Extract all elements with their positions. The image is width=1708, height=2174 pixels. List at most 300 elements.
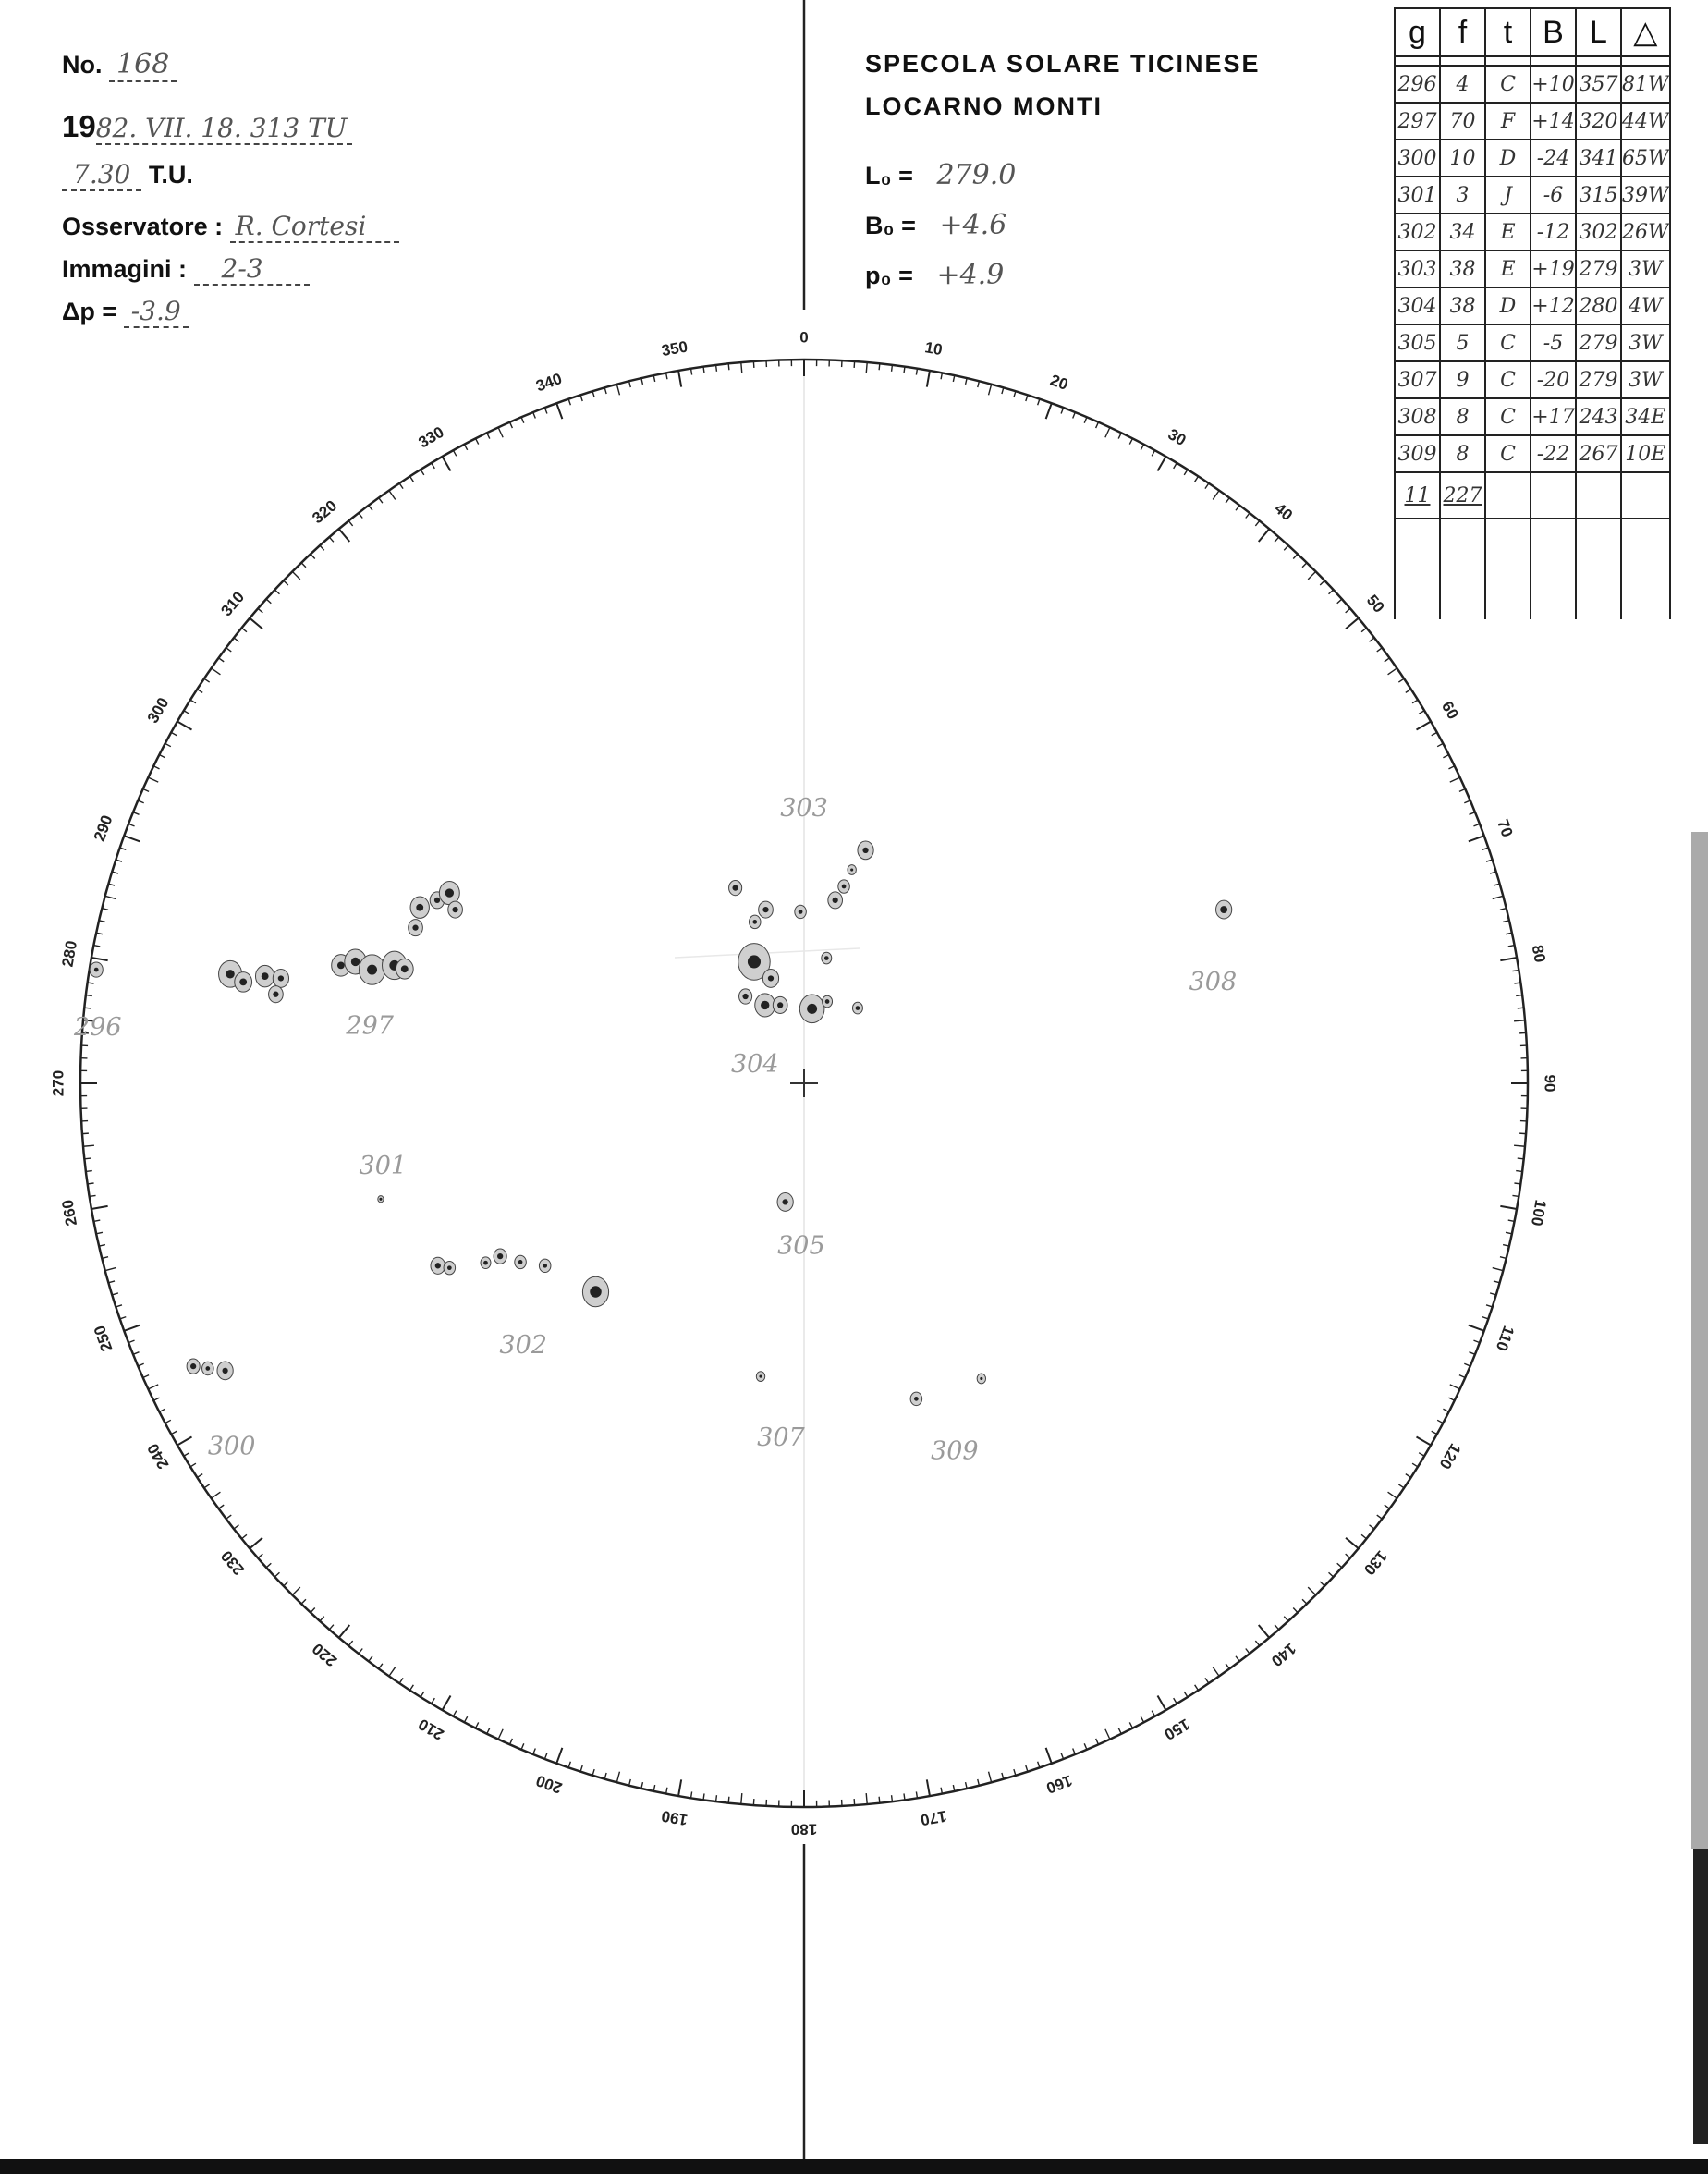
total-cell: 11 <box>1395 472 1440 519</box>
tick-mark <box>105 896 116 898</box>
tick-mark <box>83 1145 94 1146</box>
sunspot-umbra <box>856 1006 860 1010</box>
sunspot-umbra <box>435 1263 441 1268</box>
tick-mark <box>133 1352 139 1355</box>
number-value: 168 <box>109 48 177 82</box>
tick-mark <box>128 824 135 826</box>
tick-label: 270 <box>49 1069 67 1097</box>
tick-mark <box>498 427 503 437</box>
tick-mark <box>1464 1363 1470 1366</box>
tick-mark <box>1385 658 1390 662</box>
tick-mark <box>1084 1743 1087 1749</box>
tick-mark <box>274 1572 279 1577</box>
tick-label: 210 <box>415 1715 447 1744</box>
tick-mark <box>1308 571 1315 579</box>
tick-label: 260 <box>58 1198 81 1227</box>
sunspot-umbra <box>799 910 803 914</box>
tick-label: 310 <box>217 588 249 620</box>
tick-mark <box>1361 628 1366 631</box>
table-cell: 9 <box>1440 361 1485 398</box>
tick-mark <box>1437 743 1443 746</box>
tick-mark <box>153 766 159 769</box>
table-cell: 3W <box>1621 250 1670 287</box>
tick-mark <box>329 1625 334 1630</box>
tick-mark <box>108 1281 115 1283</box>
tick-label: 150 <box>1161 1715 1193 1744</box>
tick-label: 100 <box>1527 1198 1550 1227</box>
tick-label: 0 <box>799 328 809 347</box>
tick-mark <box>616 1772 619 1783</box>
table-cell: 304 <box>1395 287 1440 324</box>
tick-mark <box>1255 520 1259 525</box>
tick-mark <box>1046 1748 1052 1764</box>
tick-mark <box>190 700 196 703</box>
tick-mark <box>1255 1641 1259 1645</box>
sunspot-umbra <box>732 885 738 890</box>
tick-mark <box>544 1753 547 1759</box>
table-cell: 302 <box>1395 214 1440 250</box>
sunspot-umbra <box>190 1363 196 1369</box>
tick-mark <box>177 722 192 730</box>
tick-mark <box>604 1773 606 1779</box>
tick-mark <box>219 658 225 662</box>
table-cell: 8 <box>1440 435 1485 472</box>
tick-mark <box>978 1779 980 1786</box>
table-cell: C <box>1485 324 1531 361</box>
tick-mark <box>153 1398 159 1400</box>
tick-label: 280 <box>58 939 81 969</box>
time-unit: T.U. <box>148 161 193 189</box>
tick-mark <box>165 1420 171 1423</box>
tick-mark <box>892 1795 893 1801</box>
tick-label: 330 <box>415 422 447 452</box>
tick-mark <box>1473 824 1480 826</box>
tick-mark <box>1226 1664 1229 1669</box>
tick-mark <box>284 580 288 585</box>
tick-mark <box>339 1625 350 1638</box>
images-label: Immagini : <box>62 255 188 283</box>
observer <box>62 211 399 243</box>
tick-mark <box>274 590 279 594</box>
sheet-number <box>62 48 177 82</box>
tick-mark <box>99 921 105 922</box>
tick-mark <box>148 777 158 782</box>
tick-mark <box>1412 1463 1418 1467</box>
col-header: g <box>1395 8 1440 56</box>
tick-mark <box>1061 1753 1064 1759</box>
tick-mark <box>389 491 396 500</box>
tick-mark <box>197 690 202 693</box>
tick-mark <box>1129 438 1132 444</box>
tick-label: 130 <box>1360 1546 1391 1579</box>
table-cell: -20 <box>1531 361 1576 398</box>
B0-value: +4.6 <box>939 209 1007 241</box>
tick-mark <box>629 1779 631 1786</box>
tick-mark <box>1412 700 1418 703</box>
tick-mark <box>989 1772 992 1783</box>
tick-mark <box>592 391 594 397</box>
sunspot-umbra <box>367 965 377 975</box>
tick-mark <box>510 422 513 428</box>
tick-mark <box>92 958 108 960</box>
tick-mark <box>521 417 524 422</box>
sunspot-umbra <box>807 1004 817 1014</box>
tick-mark <box>234 638 239 641</box>
tick-label: 50 <box>1362 591 1388 617</box>
tick-mark <box>453 1711 456 1716</box>
sunspot-umbra <box>752 920 757 924</box>
sunspot-umbra <box>497 1253 503 1259</box>
sunspot-umbra <box>412 925 418 931</box>
tick-mark <box>212 1492 221 1498</box>
tick-mark <box>1514 1145 1525 1146</box>
table-cell: 341 <box>1576 140 1621 177</box>
tick-mark <box>116 860 122 861</box>
scan-edge-gray <box>1691 832 1708 1849</box>
tick-mark <box>653 375 654 382</box>
table-spacer <box>1395 56 1670 66</box>
tick-mark <box>320 1617 324 1621</box>
group-label: 296 <box>74 1013 122 1043</box>
group-label: 302 <box>499 1330 547 1360</box>
tick-mark <box>1096 422 1099 428</box>
table-cell: D <box>1485 140 1531 177</box>
tick-mark <box>348 520 352 525</box>
tick-mark <box>927 1779 930 1796</box>
tick-mark <box>1464 800 1470 803</box>
tick-label: 60 <box>1437 698 1462 723</box>
tick-mark <box>204 678 210 682</box>
table-cell: 302 <box>1576 214 1621 250</box>
tick-mark <box>432 463 435 469</box>
tick-label: 190 <box>660 1806 689 1829</box>
tick-mark <box>616 385 619 396</box>
table-cell: 307 <box>1395 361 1440 398</box>
sunspot-umbra <box>850 868 853 871</box>
tick-mark <box>953 375 954 382</box>
sunspot-umbra <box>761 1001 769 1009</box>
tick-mark <box>1417 722 1432 730</box>
tick-mark <box>1105 1729 1110 1740</box>
tick-mark <box>1141 445 1143 450</box>
group-label: 305 <box>777 1231 825 1261</box>
tick-mark <box>311 1608 315 1613</box>
table-cell: F <box>1485 103 1531 140</box>
tick-mark <box>120 1317 127 1319</box>
col-header: t <box>1485 8 1531 56</box>
tick-mark <box>703 367 704 373</box>
B0-label: B₀ = <box>865 212 916 239</box>
tick-mark <box>1437 1420 1443 1423</box>
observation-date <box>62 109 352 145</box>
tick-mark <box>226 1515 232 1519</box>
tick-mark <box>1503 1245 1509 1247</box>
table-cell: 65W <box>1621 140 1670 177</box>
tick-label: 10 <box>923 338 945 360</box>
tick-mark <box>1493 896 1504 898</box>
observer-value: R. Cortesi <box>230 211 400 243</box>
sunspot-umbra <box>914 1397 919 1401</box>
tick-mark <box>148 1385 158 1389</box>
tick-mark <box>1469 812 1474 815</box>
table-cell: C <box>1485 398 1531 435</box>
tick-mark <box>258 608 262 613</box>
tick-mark <box>266 599 271 604</box>
sunspot-group-table <box>1394 7 1671 619</box>
tick-mark <box>1320 580 1324 585</box>
tick-mark <box>1432 732 1437 735</box>
table-cell: 4 <box>1440 66 1485 103</box>
tick-mark <box>1184 1692 1188 1697</box>
table-cell: -22 <box>1531 435 1576 472</box>
tick-mark <box>88 1183 94 1184</box>
tick-label: 70 <box>1494 816 1517 840</box>
tick-label: 340 <box>533 369 565 396</box>
tick-mark <box>1002 387 1004 394</box>
table-cell: D <box>1485 287 1531 324</box>
tick-mark <box>556 1748 562 1764</box>
tick-mark <box>410 1685 414 1691</box>
institution-line1: SPECOLA SOLARE TICINESE <box>865 50 1261 78</box>
sunspot-umbra <box>590 1286 602 1298</box>
tick-mark <box>904 367 905 373</box>
table-cell: +10 <box>1531 66 1576 103</box>
tick-label: 230 <box>217 1546 249 1579</box>
tick-mark <box>1406 1474 1411 1478</box>
sunspot-umbra <box>379 1198 382 1201</box>
tick-mark <box>1443 755 1448 758</box>
table-row <box>1395 140 1670 177</box>
tick-mark <box>171 732 177 735</box>
table-cell-empty <box>1531 472 1576 519</box>
tick-mark <box>678 371 681 387</box>
sunspot-umbra <box>222 1368 227 1374</box>
tick-mark <box>510 1739 513 1744</box>
tick-mark <box>1417 1437 1432 1446</box>
tick-mark <box>1158 457 1166 471</box>
tick-mark <box>1473 1340 1480 1343</box>
delta-p <box>62 296 189 328</box>
table-cell: 4W <box>1621 287 1670 324</box>
sunspot-umbra <box>980 1377 982 1380</box>
table-cell: 297 <box>1395 103 1440 140</box>
table-cell: 308 <box>1395 398 1440 435</box>
tick-mark <box>521 1743 524 1749</box>
tick-mark <box>241 1534 246 1538</box>
sunspot-drawings <box>90 841 1232 1406</box>
observer-label: Osservatore : <box>62 213 224 240</box>
tick-mark <box>1236 1656 1239 1662</box>
tick-mark <box>741 1793 742 1804</box>
tick-mark <box>1213 1667 1219 1677</box>
disk-center-cross <box>790 1069 818 1097</box>
tick-mark <box>1337 599 1342 604</box>
tick-mark <box>421 1692 424 1697</box>
table-cell: 38 <box>1440 250 1485 287</box>
tick-label: 220 <box>309 1639 341 1670</box>
tick-mark <box>124 1325 140 1331</box>
tick-mark <box>379 498 383 504</box>
table-row <box>1395 287 1670 324</box>
sunspot-umbra <box>825 999 830 1004</box>
tick-mark <box>1398 1484 1404 1488</box>
sunspot-umbra <box>742 994 748 999</box>
tick-mark <box>1450 1385 1460 1389</box>
tick-mark <box>96 933 103 934</box>
tick-label: 240 <box>143 1440 173 1472</box>
sunspot-umbra <box>447 1265 452 1270</box>
tick-mark <box>1026 1765 1028 1772</box>
tick-mark <box>678 1779 681 1796</box>
table-cell: -6 <box>1531 177 1576 214</box>
tick-mark <box>1450 777 1460 782</box>
table-cell: 301 <box>1395 177 1440 214</box>
tick-mark <box>1284 1617 1288 1621</box>
table-cell: 243 <box>1576 398 1621 435</box>
table-cell: 305 <box>1395 324 1440 361</box>
tick-mark <box>556 403 562 419</box>
tick-mark <box>728 1797 729 1803</box>
tick-mark <box>1448 766 1454 769</box>
tick-mark <box>159 1409 165 1411</box>
tick-mark <box>1369 1525 1374 1529</box>
tick-mark <box>1014 391 1016 397</box>
tick-mark <box>1275 1625 1279 1630</box>
tick-mark <box>369 506 372 511</box>
sunspot-umbra <box>452 907 458 912</box>
group-number-labels <box>73 794 1237 1465</box>
col-header: f <box>1440 8 1485 56</box>
tick-mark <box>1388 668 1397 675</box>
tick-mark <box>1469 836 1484 841</box>
tick-label: 30 <box>1165 425 1190 450</box>
tick-mark <box>1443 1409 1448 1411</box>
tick-mark <box>112 872 118 873</box>
tick-mark <box>359 513 362 519</box>
table-cell-empty <box>1621 519 1670 619</box>
tick-mark <box>1503 921 1509 922</box>
tick-mark <box>1337 1563 1342 1568</box>
tick-mark <box>716 365 717 372</box>
sunspot-umbra <box>445 888 454 897</box>
sunspot-umbra <box>518 1260 523 1264</box>
L0-value: 279.0 <box>936 159 1017 191</box>
tick-mark <box>1293 1608 1298 1613</box>
tick-mark <box>399 483 403 489</box>
tick-mark <box>1516 1171 1522 1172</box>
group-label: 309 <box>931 1436 979 1466</box>
tick-mark <box>1014 1769 1016 1776</box>
tick-mark <box>86 995 92 996</box>
tick-mark <box>1152 1711 1154 1716</box>
tick-mark <box>219 1505 225 1508</box>
tick-mark <box>966 378 968 385</box>
sunspot-umbra <box>824 956 829 960</box>
tick-mark <box>102 1257 108 1259</box>
col-header: L <box>1576 8 1621 56</box>
tick-mark <box>1346 608 1350 613</box>
table-row <box>1395 398 1670 435</box>
tick-mark <box>653 1785 654 1791</box>
tick-mark <box>1432 1431 1437 1434</box>
tick-mark <box>1158 1696 1166 1711</box>
col-header: B <box>1531 8 1576 56</box>
sunspot-umbra <box>783 1199 788 1204</box>
table-cell: +19 <box>1531 250 1576 287</box>
table-cell: 44W <box>1621 103 1670 140</box>
tick-mark <box>1469 1325 1484 1331</box>
sunspot-umbra <box>759 1375 762 1378</box>
sunspot-umbra <box>351 958 360 966</box>
table-cell: 309 <box>1395 435 1440 472</box>
tick-mark <box>453 450 456 456</box>
table-cell: 5 <box>1440 324 1485 361</box>
tick-mark <box>96 1232 103 1233</box>
table-cell-empty <box>1576 472 1621 519</box>
tick-mark <box>133 812 139 815</box>
tick-mark <box>1038 1762 1040 1768</box>
tick-mark <box>1419 1453 1424 1457</box>
tick-mark <box>1459 789 1465 792</box>
tick-mark <box>120 848 127 849</box>
table-cell: 3 <box>1440 177 1485 214</box>
tick-mark <box>533 1748 536 1753</box>
tick-mark <box>580 395 582 401</box>
tick-mark <box>339 529 350 542</box>
tick-mark <box>1073 412 1076 418</box>
tick-mark <box>84 1158 91 1159</box>
scan-edge-dark <box>1693 1849 1708 2144</box>
tick-mark <box>1284 545 1288 550</box>
observation-time <box>62 159 193 191</box>
table-cell: 8 <box>1440 398 1485 435</box>
tick-mark <box>112 1293 118 1295</box>
tick-mark <box>989 385 992 396</box>
sunspot-umbra <box>273 992 278 997</box>
tick-mark <box>138 1363 143 1366</box>
ephemeris-L0 <box>865 159 1016 191</box>
tick-mark <box>234 1525 239 1529</box>
tick-mark <box>92 1206 108 1209</box>
tick-mark <box>1385 1505 1390 1508</box>
sunspot-umbra <box>762 907 768 912</box>
table-row <box>1395 361 1670 398</box>
sunspot-umbra <box>543 1264 547 1268</box>
table-row <box>1395 250 1670 287</box>
tick-mark <box>1236 506 1239 511</box>
tick-mark <box>1246 1648 1250 1654</box>
tick-mark <box>1406 690 1411 693</box>
tick-label: 250 <box>90 1323 116 1354</box>
tick-mark <box>1516 995 1522 996</box>
tick-mark <box>432 1698 435 1704</box>
tick-mark <box>866 362 867 373</box>
tick-mark <box>311 554 315 558</box>
tick-mark <box>1084 417 1087 422</box>
table-cell: 10E <box>1621 435 1670 472</box>
table-cell: 303 <box>1395 250 1440 287</box>
table-cell: 38 <box>1440 287 1485 324</box>
tick-mark <box>190 1463 196 1467</box>
tick-mark <box>124 836 140 841</box>
tick-mark <box>1500 909 1507 910</box>
tick-mark <box>1105 427 1110 437</box>
sunspot-umbra <box>1220 906 1227 913</box>
sunspot-umbra <box>842 885 847 889</box>
tick-mark <box>359 1648 362 1654</box>
tick-mark <box>641 378 643 385</box>
ephemeris-p0 <box>865 259 1004 291</box>
